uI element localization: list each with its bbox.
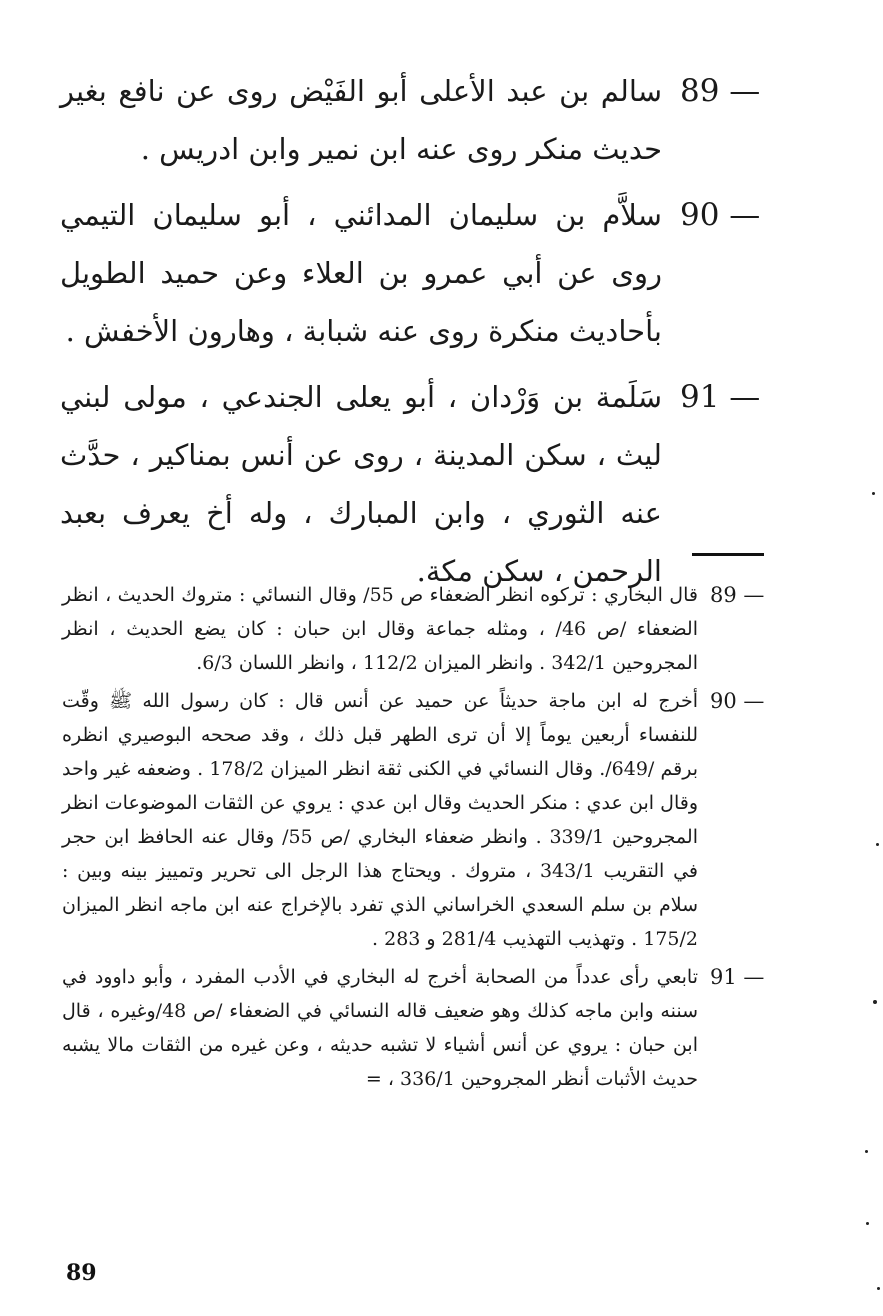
footnote-89 — [62, 578, 770, 680]
entries-section — [60, 62, 770, 608]
footnote-number: 90 — — [710, 689, 765, 713]
scan-speck — [872, 492, 875, 495]
page-number: 89 — [66, 1260, 97, 1286]
footnote-text: قال البخاري : تركوه انظر الضعفاء ص 55/ وقال النسائي : متروك الحديث ، انظر الضعفاء /ص 46/ ، ومثله جماعة وقال ابن حبان : كان يضع الحديث ، انظر المجروحين 342/1 . وانظر الميزان 112/2 ، وانظر اللسان 6/3. — [62, 584, 698, 674]
footnote-number: 89 — — [710, 583, 765, 607]
footnote-number: 91 — — [710, 965, 765, 989]
footnote-divider — [692, 553, 764, 556]
entry-text: سلاَّم بن سليمان المدائني ، أبو سليمان التيمي روى عن أبي عمرو بن العلاء وعن حميد الطويل بأحاديث منكرة روى عنه شبابة ، وهارون الأخفش . — [60, 198, 662, 348]
entry-number: 89 — — [680, 73, 761, 109]
scan-speck — [877, 1287, 880, 1290]
entry-91 — [60, 368, 770, 600]
entry-89 — [60, 62, 770, 178]
footnote-text: أخرج له ابن ماجة حديثاً عن حميد عن أنس قال : كان رسول الله ﷺ وقّت للنفساء أربعين يوماً إلا أن ترى الطهر قبل ذلك ، وقد صححه البوصيري انظره برقم /649/. وقال النسائي في الكنى ثقة انظر الميزان 178/2 . وضعفه غير واحد وقال ابن عدي : منكر الحديث وقال ابن عدي : يروي عن الثقات الموضوعات انظر المجروحين 339/1 . وانظر ضعفاء البخاري /ص 55/ وقال عنه الحافظ ابن حجر في التقريب 343/1 ، متروك . ويحتاج هذا الرجل الى تحرير وتمييز بينه وبين : سلام بن سلم السعدي الخراساني الذي تفرد بالإخراج عنه ابن ماجه انظر الميزان 175/2 . وتهذيب التهذيب 281/4 و 283 . — [62, 690, 698, 950]
footnote-text: تابعي رأى عدداً من الصحابة أخرج له البخاري في الأدب المفرد ، وأبو داوود في سننه وابن ماجه كذلك وهو ضعيف قاله النسائي في الضعفاء /ص 48/وغيره ، قال ابن حبان : يروي عن أنس أشياء لا تشبه حديثه ، وعن غيره من الثقات مالا يشبه حديث الأثبات أنظر المجروحين 336/1 ، = — [62, 966, 698, 1090]
scan-speck — [876, 843, 879, 846]
entry-text: سالم بن عبد الأعلى أبو الفَيْض روى عن نافع بغير حديث منكر روى عنه ابن نمير وابن ادريس . — [60, 74, 662, 166]
entry-90 — [60, 186, 770, 360]
footnotes-section — [62, 578, 770, 1100]
scan-speck — [865, 1150, 868, 1153]
footnote-90 — [62, 684, 770, 956]
entry-number: 91 — — [680, 379, 761, 415]
entry-text: سَلَمة بن وَرْدان ، أبو يعلى الجندعي ، مولى لبني ليث ، سكن المدينة ، روى عن أنس بمناكير ، حدَّث عنه الثوري ، وابن المبارك ، وله أخ يعرف بعبد الرحمن ، سكن مكة. — [60, 380, 662, 588]
scan-speck — [866, 1222, 869, 1225]
entry-number: 90 — — [680, 197, 761, 233]
scan-speck — [873, 1000, 877, 1004]
footnote-91 — [62, 960, 770, 1096]
